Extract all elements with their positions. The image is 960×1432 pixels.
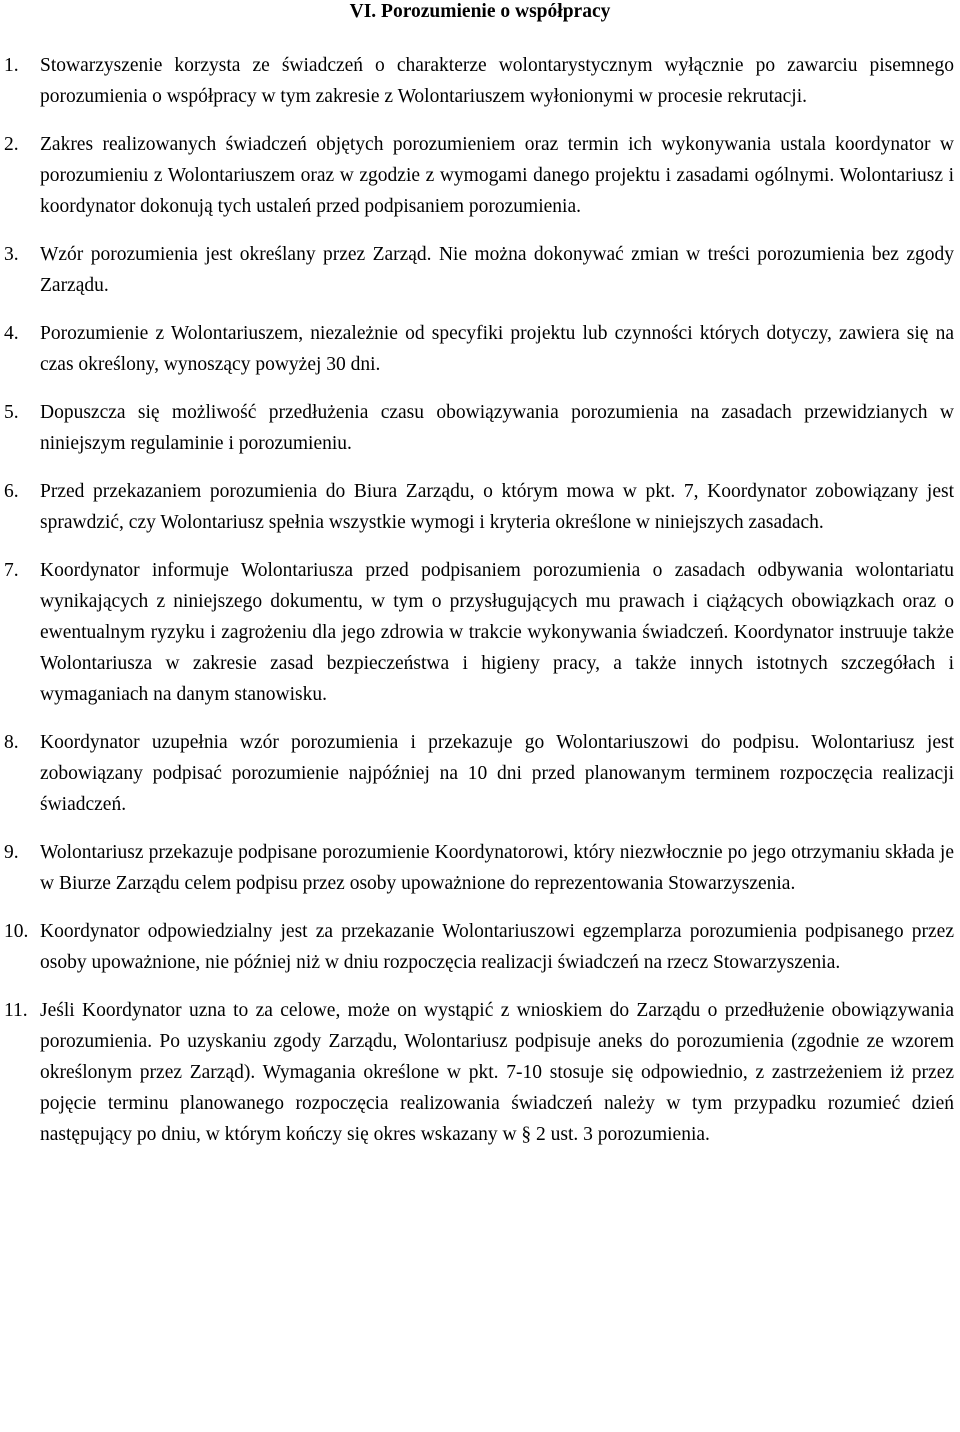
list-item-text: Stowarzyszenie korzysta ze świadczeń o charakterze wolontarystycznym wyłącznie po zawarciu pisemnego porozumienia o współpracy w tym zakresie z Wolontariuszem wyłonionymi w procesie rekrutacji.	[40, 55, 954, 107]
list-item-number: 2.	[4, 134, 19, 155]
list-item-text: Jeśli Koordynator uzna to za celowe, może on wystąpić z wnioskiem do Zarządu o przedłużenie obowiązywania porozumienia. Po uzyskaniu zgody Zarządu, Wolontariusz podpisuje aneks do porozumienia (zgodnie ze wzorem określonym przez Zarząd). Wymagania określone w pkt. 7-10 stosuje się odpowiednio, z zastrzeżeniem iż przez pojęcie terminu planowanego rozpoczęcia realizowania świadczeń należy w tym przypadku rozumieć dzień następujący po dniu, w którym kończy się okres wskazany w § 2 ust. 3 porozumienia.	[40, 1000, 954, 1145]
list-item-number: 1.	[4, 55, 19, 76]
list-item	[0, 239, 960, 301]
list-item-number: 4.	[4, 323, 19, 344]
list-item-text: Porozumienie z Wolontariuszem, niezależnie od specyfiki projektu lub czynności których dotyczy, zawiera się na czas określony, wynoszący powyżej 30 dni.	[40, 323, 954, 375]
list-item-number: 3.	[4, 244, 19, 265]
list-item-number: 10.	[4, 921, 29, 942]
list-item	[0, 129, 960, 222]
list-item-text: Koordynator uzupełnia wzór porozumienia i przekazuje go Wolontariuszowi do podpisu. Wolontariusz jest zobowiązany podpisać porozumienie najpóźniej na 10 dni przed planowanym terminem rozpoczęcia realizacji świadczeń.	[40, 732, 954, 815]
list-item-number: 11.	[4, 1000, 28, 1021]
list-item	[0, 555, 960, 710]
list-item	[0, 50, 960, 112]
list-item	[0, 916, 960, 978]
list-item-text: Zakres realizowanych świadczeń objętych porozumieniem oraz termin ich wykonywania ustala koordynator w porozumieniu z Wolontariuszem oraz w zgodzie z wymogami danego projektu i zasadami ogólnymi. Wolontariusz i koordynator dokonują tych ustaleń przed podpisaniem porozumienia.	[40, 134, 954, 217]
list-item	[0, 837, 960, 899]
list-item-text: Przed przekazaniem porozumienia do Biura Zarządu, o którym mowa w pkt. 7, Koordynator zobowiązany jest sprawdzić, czy Wolontariusz spełnia wszystkie wymogi i kryteria określone w niniejszych zasadach.	[40, 481, 954, 533]
list-item-text: Wolontariusz przekazuje podpisane porozumienie Koordynatorowi, który niezwłocznie po jego otrzymaniu składa je w Biurze Zarządu celem podpisu przez osoby upoważnione do reprezentowania Stowarzyszenia.	[40, 842, 954, 894]
list-item-number: 5.	[4, 402, 19, 423]
list-item-text: Dopuszcza się możliwość przedłużenia czasu obowiązywania porozumienia na zasadach przewidzianych w niniejszym regulaminie i porozumieniu.	[40, 402, 954, 454]
list-item	[0, 476, 960, 538]
list-item	[0, 397, 960, 459]
list-item-number: 8.	[4, 732, 19, 753]
list-item-text: Koordynator odpowiedzialny jest za przekazanie Wolontariuszowi egzemplarza porozumienia podpisanego przez osoby upoważnione, nie później niż w dniu rozpoczęcia realizacji świadczeń na rzecz Stowarzyszenia.	[40, 921, 954, 973]
list-item-text: Koordynator informuje Wolontariusza przed podpisaniem porozumienia o zasadach odbywania wolontariatu wynikających z niniejszego dokumentu, w tym o przysługujących mu prawach i ciążących obowiązkach oraz o ewentualnym ryzyku i zagrożeniu dla jego zdrowia w trakcie wykonywania świadczeń. Koordynator instruuje także Wolontariusza w zakresie zasad bezpieczeństwa i higieny pracy, a także innych istotnych szczegółach i wymaganiach na danym stanowisku.	[40, 560, 954, 705]
list-item-number: 6.	[4, 481, 19, 502]
list-item	[0, 318, 960, 380]
list-item-number: 7.	[4, 560, 19, 581]
numbered-list	[0, 50, 960, 1167]
list-item-text: Wzór porozumienia jest określany przez Zarząd. Nie można dokonywać zmian w treści porozumienia bez zgody Zarządu.	[40, 244, 954, 296]
list-item-number: 9.	[4, 842, 19, 863]
list-item	[0, 995, 960, 1150]
list-item	[0, 727, 960, 820]
section-title: VI. Porozumienie o współpracy	[349, 1, 611, 22]
